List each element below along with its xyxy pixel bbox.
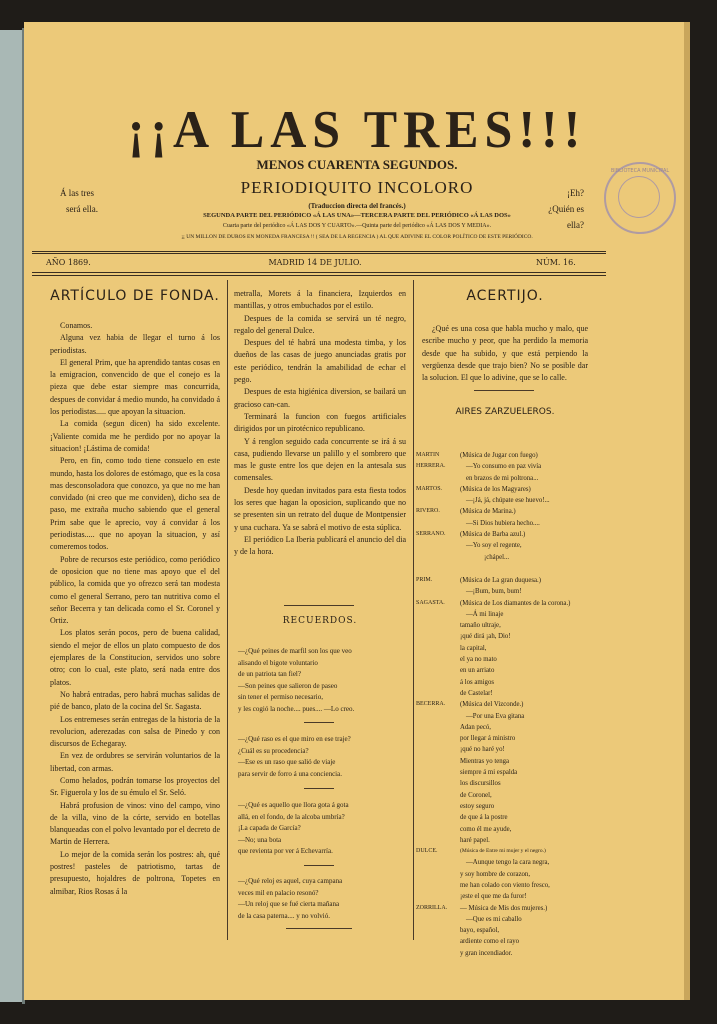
line: en un arriato [460,667,495,675]
entry-zorrilla [416,903,588,959]
col2-body [234,288,406,559]
col3-subheading: AIRES ZARZUELEROS. [455,407,555,417]
line: —Aunque tengo la cara negra, [466,859,550,867]
verse: ¡La capada de García? [238,824,301,832]
line: estoy seguro [460,802,495,810]
line: Mientras yo tenga [460,757,510,765]
rule-mid [32,272,606,273]
line: (Música del Vizconde.) [460,701,524,709]
line: bayo, español, [460,927,500,935]
right-ear-line: ¡Eh? [567,188,584,198]
line: el ya no mato [460,656,497,664]
binding-spine [0,30,24,1002]
verse: ¿Cuál es su procedencia? [238,746,309,755]
line: (Música de La gran duquesa.) [460,576,541,584]
masthead-subtitle: MENOS CUARENTA SEGUNDOS. [256,157,458,172]
section-divider [474,390,534,391]
left-ear [60,185,98,217]
verse: de un patriota tan fiel? [238,670,301,678]
speaker: SERRANO. [416,531,446,538]
line: —Yo soy el regente, [466,542,522,550]
dateline-year: AÑO 1869. [46,258,91,267]
column-divider-1 [227,280,228,940]
entry-serrano [416,529,588,563]
riddle-text [422,323,588,384]
left-ear-line: será ella. [66,204,98,214]
line: tamaño ultraje, [460,622,501,630]
line: ardiente como el rayo [460,938,520,946]
masthead-parts: SEGUNDA PARTE DEL PERIÓDICO «Á LAS UNA»—TERCERA PARTE DEL PERIÓDICO «Á LAS DOS» [203,212,511,219]
line: los discursillos [460,780,501,788]
right-ear [530,185,584,233]
line: en brazos de mi poltrona... [466,474,539,482]
line: á los amigos [460,678,494,686]
poem-3 [238,800,406,858]
column-divider-2 [413,280,414,940]
verse: —Un reloj que se fué cierta mañana [238,900,340,908]
paragraph: Conamos. [60,321,93,330]
paragraph: Pero, en fin, como todo tiene consuelo en este mundo, hasta los dolores de estómago, que es la cosa mas desconsoladora que conozco, ya que no me han convidado (ni creo que me conviden), dicho sea de paso, me extraña mucho sabiendo que el general Prim sabe que le aprecio, voy á convidar á los periodistas..... que no apoyan la situacion, y así comeremos todos. [50,456,220,552]
verse: que revienta por ver á Echevarría. [238,847,333,855]
line: ¡chápel... [484,553,510,561]
speaker: ZORRILLA. [416,904,448,911]
line: —¡Já, já, chúpate ese huevo!... [466,497,550,505]
line: (Música de Barba azul.) [460,531,526,539]
speaker: MARTIN HERRERA. [416,452,446,470]
masthead-parts-line2: Cuarta parte del periódico «Á LAS DOS Y CUARTO».—Quinta parte del periódico «Á LAS DOS Y MEDIA». [222,223,492,229]
paragraph: El general Prim, que ha aprendido tantas cosas en la emigracion, convencido de que el conejo es la pieza que debe estar siempre mas concurrida, despues de convidar á medio mundo, ha convidado á los periodistas..... que apoyan la situacion. [50,357,220,417]
col1-heading: ARTÍCULO DE FONDA. [50,288,220,304]
paragraph: Los entremeses serán entregas de la historia de la revolucion, aderezadas con salsa de Pinedo y con discursos de Echegaray. [50,714,220,749]
paragraph: La comida (segun dicen) ha sido excelente. ¡Valiente comida me he perdido por no apoyar la situacion! ¡Lástima de comida! [50,419,220,453]
masthead-title: ¡¡A LAS TRES!!! [127,99,587,159]
line: —Que es mi caballo [466,915,522,923]
paragraph: metralla, Morets á la financiera, Izquierdos en mantillas, y otros embuchados por el estilo. [234,289,406,311]
paragraph: Pobre de recursos este periódico, como periódico de oposicion que no tiene mas apoyo que el del público, la comida que yo ofrezco será tan modesta como el general Serrano, pero tan nutritiva como el señor Becerra y tan delicada como el Sr. Coronel y Ortiz. [50,554,220,626]
masthead-parts-line3: ¡¡ UN MILLON DE DUROS EN MONEDA FRANCESA !! ( SEA DE LA REGENCIA ) AL QUE ADIVINE EL COLOR POLÍTICO DE ESTE PERIÓDICO. [181,234,533,240]
col2-heading: RECUERDOS. [282,616,358,626]
zarzuela-list [416,450,588,959]
poem-divider [304,788,334,789]
entry-herrera [416,450,588,484]
paragraph: Despues de esta higiénica diversion, se bailará un gracioso can-can. [234,387,406,409]
entry-sagasta [416,598,588,700]
verse: —¿Qué reloj es aquel, cuya campana [238,877,343,885]
dateline-place: MADRID 14 DE JULIO. [268,258,362,267]
verse: veces mil en palacio resonó? [238,888,319,897]
entry-prim [416,575,588,598]
verse: para servir de forro á una conciencia. [238,769,342,778]
entry-martos [416,484,588,507]
verse: de la casa paterna.... y no volvió. [238,911,330,920]
line: y gran incendiador. [460,949,513,957]
paragraph: Los platos serán pocos, pero de buena calidad, siendo el mejor de ellos un plato compuesto de dos ejemplares de la Constitucion, servidos uno sobre otro; con lo cual, este plato, será nada entre dos platos. [50,628,220,687]
paragraph: Lo mejor de la comida serán los postres: ah, qué postres! pasteles de patriotismo, tartas de presupuesto, hojaldres de poltrona, Topetes en almibar, Rios Rosas á la [50,849,220,896]
paragraph: Y á renglon seguido cada concurrente se irá á su casa, pudiendo llevarse un palillo y el sombrero que mas le guste entre los que dejen en la antesala sus comensales. [234,436,406,483]
verse: sin tener el permiso necesario, [238,693,323,701]
line: ¡qué dirá ¡ah, Dio! [460,633,511,641]
line: y soy hombre de corazon, [460,870,531,878]
poem-1 [238,646,406,715]
speaker: SAGASTA. [416,599,445,606]
verse: alisando el bigote voluntario [238,658,318,667]
line: — Música de Mis dos mujeres.) [460,904,548,912]
line: (Música de los Magyares) [460,485,531,493]
end-divider [286,928,352,929]
paragraph: Como helados, podrán tomarse los proyectos del Sr. Figuerola y los de su émulo el Sr. Seló. [50,775,220,798]
stamp-text: BIBLIOTECA MUNICIPAL [610,168,670,174]
right-ear-line: ¿Quién es ella? [548,204,584,230]
line: como él me ayude, [460,825,512,833]
line: (Música de Marina.) [460,508,516,516]
speaker: DULCE. [416,848,438,855]
entry-becerra [416,699,588,846]
line: me han colado con viento fresco, [460,881,550,889]
entry-dulce [416,846,588,902]
speaker: MARTOS. [416,485,443,492]
paragraph: Alguna vez habia de llegar el turno á los periodistas. [50,333,220,355]
entry-rivero [416,506,588,529]
line: siempre á mi espalda [460,769,518,777]
verse: —No; una bota [238,835,282,844]
line: de que á la postre [460,814,508,822]
verse: y les cogió la noche.... pues.... —Lo creo. [238,704,355,713]
col3-heading: ACERTIJO. [466,288,544,304]
rule-top-2 [32,253,606,254]
left-ear-line: Á las tres [60,188,94,198]
poem-2 [238,734,406,780]
verse: —Ese es un raso que salió de viaje [238,758,336,766]
line: —Á mi linaje [466,610,504,618]
verse: —¿Qué peines de marfil son los que veo [238,647,352,655]
rule-top [32,251,606,252]
line: de Castelar! [460,689,493,697]
section-divider [284,605,354,606]
poem-divider [304,722,334,723]
paragraph: Despues del té habrá una modesta timba, y los dueños de las casas de juego anunciadas gratis por este periódico, tendrán la amabilidad de echar el pego. [234,338,406,385]
newspaper-page [24,22,690,1000]
line: Adan pecó, [460,723,491,731]
page-edge [684,22,690,1000]
masthead-tagline: PERIODIQUITO INCOLORO [240,178,474,197]
paragraph: Terminará la funcion con fuegos artificiales dirigidos por un pirotécnico republicano. [234,411,406,434]
verse: —¿Qué raso es el que miro en ese traje? [238,735,351,743]
verse: —Son peines que salieron de paseo [238,681,338,690]
rule-mid-2 [32,275,606,276]
paragraph: No habrá entradas, pero habrá muchas salidas de pié de banco, plato de la cocina del Sr. Sagasta. [50,689,220,712]
poem-divider [304,865,334,866]
paragraph: ¿Qué es una cosa que habla mucho y malo, que escribe mucho y peor, que ha perdido la memoria desde que ha subido, y que está perpiendo la vergüenza desde que trajo bien? No se posible dar la solucion. El que lo adivine, que se lo calle. [422,324,588,383]
line: —Yo consumo en paz vivía [466,463,542,471]
paragraph: Despues de la comida se servirá un té negro, regalo del general Dulce. [234,313,406,335]
paragraph: Desde hoy quedan invitados para esta fiesta todos los seres que hagan la oposicion, suplicando que no se presenten sin un retrato del duque de Montpensier y una cuchara. Ya se sabrá el motivo de esta súplica. [234,485,406,532]
verse: allá, en el fondo, de la alcoba umbría? [238,812,345,821]
line: ¡este el que me da furor! [460,893,527,901]
line: (Música de Los diamantes de la corona.) [460,599,571,607]
verse: —¿Qué es aquello que llora gota á gota [238,801,349,809]
masthead-translation: (Traduccion directa del francés.) [308,202,406,210]
line: —Si Dios hubiera hecho.... [466,519,540,527]
line: —Por una Eva gitana [466,712,525,720]
library-stamp [604,162,676,234]
poem-4 [238,876,406,922]
line: ¡qué no haré yo! [460,746,505,754]
line: haré papel. [460,836,490,844]
col1-body [50,320,220,898]
line: de Coronel, [460,791,492,799]
line: la capital, [460,644,487,652]
line: (Música de Jugar con fuego) [460,452,538,459]
line: (Música de Entre mi mujer y el negro.) [460,848,546,855]
paragraph: En vez de ordubres se servirán voluntarios de la libertad, con armas. [50,751,220,773]
speaker: BECERRA. [416,701,446,708]
paragraph: Habrá profusion de vinos: vino del campo, vino de la villa, vino de la córte, servido en botellas blanqueadas con el polvo levantado por el decreto de Martin de Herrera. [50,800,220,847]
paragraph: El periódico La Iberia publicará el anuncio del dia y de la hora. [234,534,406,557]
speaker: RIVERO. [416,508,440,515]
line: por llegar á ministro [460,735,516,743]
line: —¡Bum, bum, bum! [466,588,522,596]
speaker: PRIM. [416,576,433,583]
dateline-number: NÚM. 16. [536,258,576,267]
